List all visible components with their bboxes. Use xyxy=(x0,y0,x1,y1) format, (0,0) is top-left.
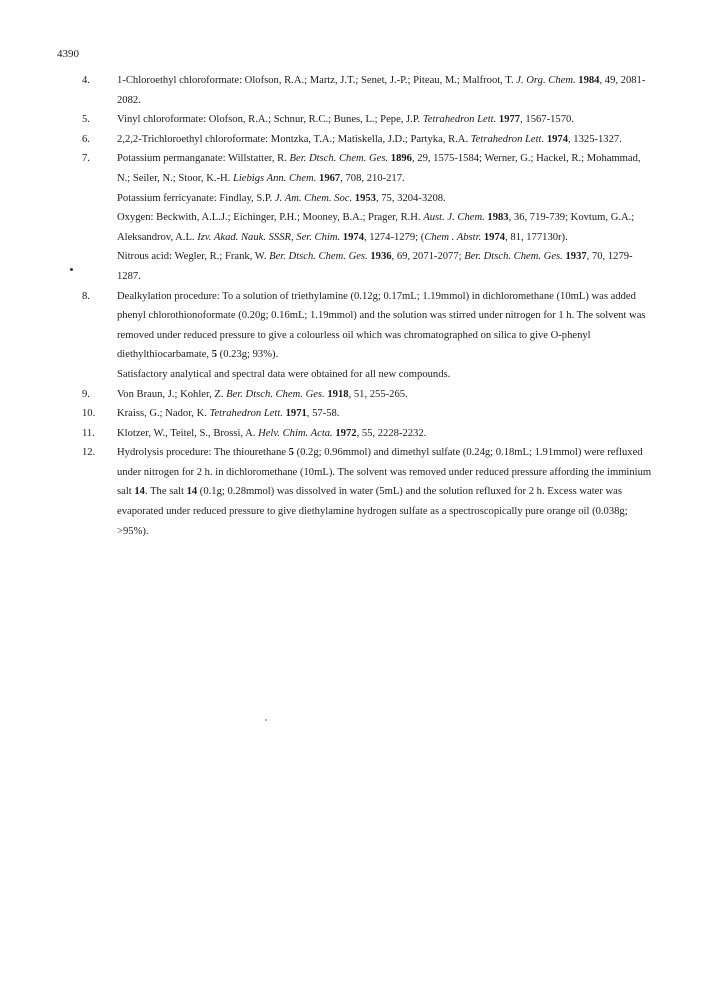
journal-name: Tetrahedron Lett. xyxy=(470,133,545,145)
journal-name: Ber. Dtsch. Chem. Ges. xyxy=(226,388,325,400)
reference-body xyxy=(117,424,652,444)
reference-body xyxy=(117,130,652,150)
journal-name: Tetrahedron Lett. xyxy=(209,408,283,420)
text-run: (0.1g; 0.28mmol) was dissolved in water (5mL) and the solution refluxed for 2 h. Excess water was evaporated under reduced pressure to give diethylamine hydrogen sulfate as a spectroscopically pure orange oil (0.038g; >95%). xyxy=(117,486,628,537)
reference-text xyxy=(117,287,652,365)
bold-text: 1974 xyxy=(342,231,364,243)
reference-number: 12. xyxy=(82,447,96,459)
text-run: Hydrolysis procedure: The thiourethane xyxy=(117,447,289,459)
reference-item xyxy=(82,424,652,444)
reference-number: 9. xyxy=(82,388,90,400)
reference-item xyxy=(82,385,652,405)
reference-text xyxy=(117,149,652,188)
bold-text: 1983 xyxy=(487,212,509,224)
text-run: Oxygen: Beckwith, A.L.J.; Eichinger, P.H.; Mooney, B.A.; Prager, R.H. xyxy=(117,212,424,224)
reference-text xyxy=(117,443,652,541)
text-run: . The salt xyxy=(144,486,187,498)
reference-number: 7. xyxy=(82,153,90,165)
bold-text: 1977 xyxy=(498,114,521,126)
reference-item xyxy=(82,149,652,286)
reference-text xyxy=(117,110,652,130)
bold-text: 1936 xyxy=(370,251,392,263)
text-run: , 49, 2081-2082. xyxy=(117,75,646,106)
bold-text: 1967 xyxy=(319,172,341,184)
text-run: Dealkylation procedure: To a solution of triethylamine (0.12g; 0.17mL; 1.19mmol) in dichloromethane (10mL) was added phenyl chlorothionoformate (0.20g; 0.16mL; 1.19mmol) and the solution was stirred under nitrogen for 1 h. The solvent was removed under reduced pressure to give a colourless oil which was chromatographed on silica to give O-phenyl diethylthiocarbamate, xyxy=(117,290,646,361)
reference-text xyxy=(117,247,652,286)
reference-body xyxy=(117,385,652,405)
text-run: , 51, 255-265. xyxy=(348,388,408,400)
text-run: Nitrous acid: Wegler, R.; Frank, W. xyxy=(117,251,270,263)
reference-number: 11. xyxy=(82,427,95,439)
bold-text: 14 xyxy=(134,486,145,498)
text-run: 2,2,2-Trichloroethyl chloroformate: Montzka, T.A.; Matiskella, J.D.; Partyka, R.A. xyxy=(117,133,471,145)
reference-body xyxy=(117,404,652,424)
text-run: , 1325-1327. xyxy=(568,133,622,145)
reference-text xyxy=(117,208,652,247)
journal-name: Ber. Dtsch. Chem. Ges. xyxy=(269,251,368,263)
text-run: (0.2g; 0.96mmol) and dimethyl sulfate (0.24g; 0.18mL; 1.91mmol) were refluxed under nitrogen for 2 h. in dichloromethane (10mL). The solvent was removed under reduced pressure affording the imminium salt xyxy=(117,447,652,498)
text-run: , 75, 3204-3208. xyxy=(375,192,446,204)
reference-item xyxy=(82,110,652,130)
reference-number: 4. xyxy=(82,75,90,86)
text-run: , 1274-1279; ( xyxy=(363,231,425,243)
bold-text: 5 xyxy=(288,447,294,459)
text-run: Klotzer, W., Teitel, S., Brossi, A. xyxy=(117,427,259,439)
journal-name: Aust. J. Chem. xyxy=(423,212,485,224)
journal-name: Izv. Akad. Nauk. SSSR, Ser. Chim. xyxy=(197,231,341,243)
reference-number: 10. xyxy=(82,408,96,420)
reference-item xyxy=(82,130,652,150)
journal-name: Tetrahedron Lett. xyxy=(422,114,497,126)
scan-speck xyxy=(265,719,267,721)
reference-body xyxy=(117,287,652,385)
reference-body xyxy=(117,149,652,286)
text-run: Kraiss, G.; Nador, K. xyxy=(117,408,210,420)
reference-text xyxy=(117,404,652,424)
text-run: (0.23g; 93%). xyxy=(217,349,279,361)
text-run: , 69, 2071-2077; xyxy=(391,251,465,263)
text-run: Vinyl chloroformate: Olofson, R.A.; Schnur, R.C.; Bunes, L.; Pepe, J.P. xyxy=(117,114,423,126)
text-run: 1-Chloroethyl chloroformate: Olofson, R.A.; Martz, J.T.; Senet, J.-P.; Piteau, M.; Malfroot, T. xyxy=(117,75,517,86)
text-run: Von Braun, J.; Kohler, Z. xyxy=(117,388,227,400)
bold-text: 5 xyxy=(211,349,218,361)
reference-text xyxy=(117,130,652,150)
text-run: Satisfactory analytical and spectral data were obtained for all new compounds. xyxy=(117,368,451,380)
reference-number: 5. xyxy=(82,114,90,126)
reference-list xyxy=(82,71,652,541)
reference-item xyxy=(82,443,652,541)
bold-text: 1937 xyxy=(565,251,587,263)
bold-text: 1972 xyxy=(335,427,357,439)
bold-text: 14 xyxy=(186,486,198,498)
text-run: , 55, 2228-2232. xyxy=(356,427,427,439)
text-run: Potassium permanganate: Willstatter, R. xyxy=(117,153,290,165)
bold-text: 1918 xyxy=(327,388,349,400)
journal-name: J. Am. Chem. Soc. xyxy=(274,192,353,204)
bold-text: 1953 xyxy=(354,192,376,204)
bold-text: 1896 xyxy=(390,153,412,165)
bold-text: 1974 xyxy=(483,231,506,243)
text-run: Potassium ferricyanate: Findlay, S.P. xyxy=(117,192,275,204)
bold-text: 1971 xyxy=(285,408,307,420)
reference-item xyxy=(82,404,652,424)
journal-name: Ber. Dtsch. Chem. Ges. xyxy=(464,251,563,263)
reference-text xyxy=(117,71,652,110)
journal-name: Helv. Chim. Acta. xyxy=(258,427,333,439)
page-number: 4390 xyxy=(57,48,79,60)
bold-text: 1974 xyxy=(546,133,568,145)
text-run: , 57-58. xyxy=(306,408,340,420)
reference-item xyxy=(82,71,652,110)
reference-body xyxy=(117,443,652,541)
reference-item xyxy=(82,287,652,385)
reference-number: 6. xyxy=(82,133,90,145)
bold-text: 1984 xyxy=(578,75,600,86)
text-run: , 70, 1279-1287. xyxy=(117,251,633,282)
text-run: , 81, 177130r). xyxy=(505,231,568,243)
text-run: , 29, 1575-1584; Werner, G.; Hackel, R.; Mohammad, N.; Seiler, N.; Stoor, K.-H. xyxy=(117,153,641,184)
reference-text xyxy=(117,385,652,405)
journal-name: J. Org. Chem. xyxy=(516,75,576,86)
journal-name: Ber. Dtsch. Chem. Ges. xyxy=(289,153,389,165)
journal-name: Liebigs Ann. Chem. xyxy=(232,172,317,184)
reference-text xyxy=(117,189,652,209)
reference-body xyxy=(117,71,652,110)
scan-speck xyxy=(70,268,73,271)
text-run: , 708, 210-217. xyxy=(340,172,405,184)
text-run: , 1567-1570. xyxy=(520,114,574,126)
reference-body xyxy=(117,110,652,130)
text-run: , 36, 719-739; Kovtum, G.A.; Aleksandrov, A.L. xyxy=(117,212,635,243)
journal-name: Chem . Abstr. xyxy=(424,231,482,243)
reference-text xyxy=(117,365,652,385)
reference-number: 8. xyxy=(82,290,90,302)
reference-text xyxy=(117,424,652,444)
